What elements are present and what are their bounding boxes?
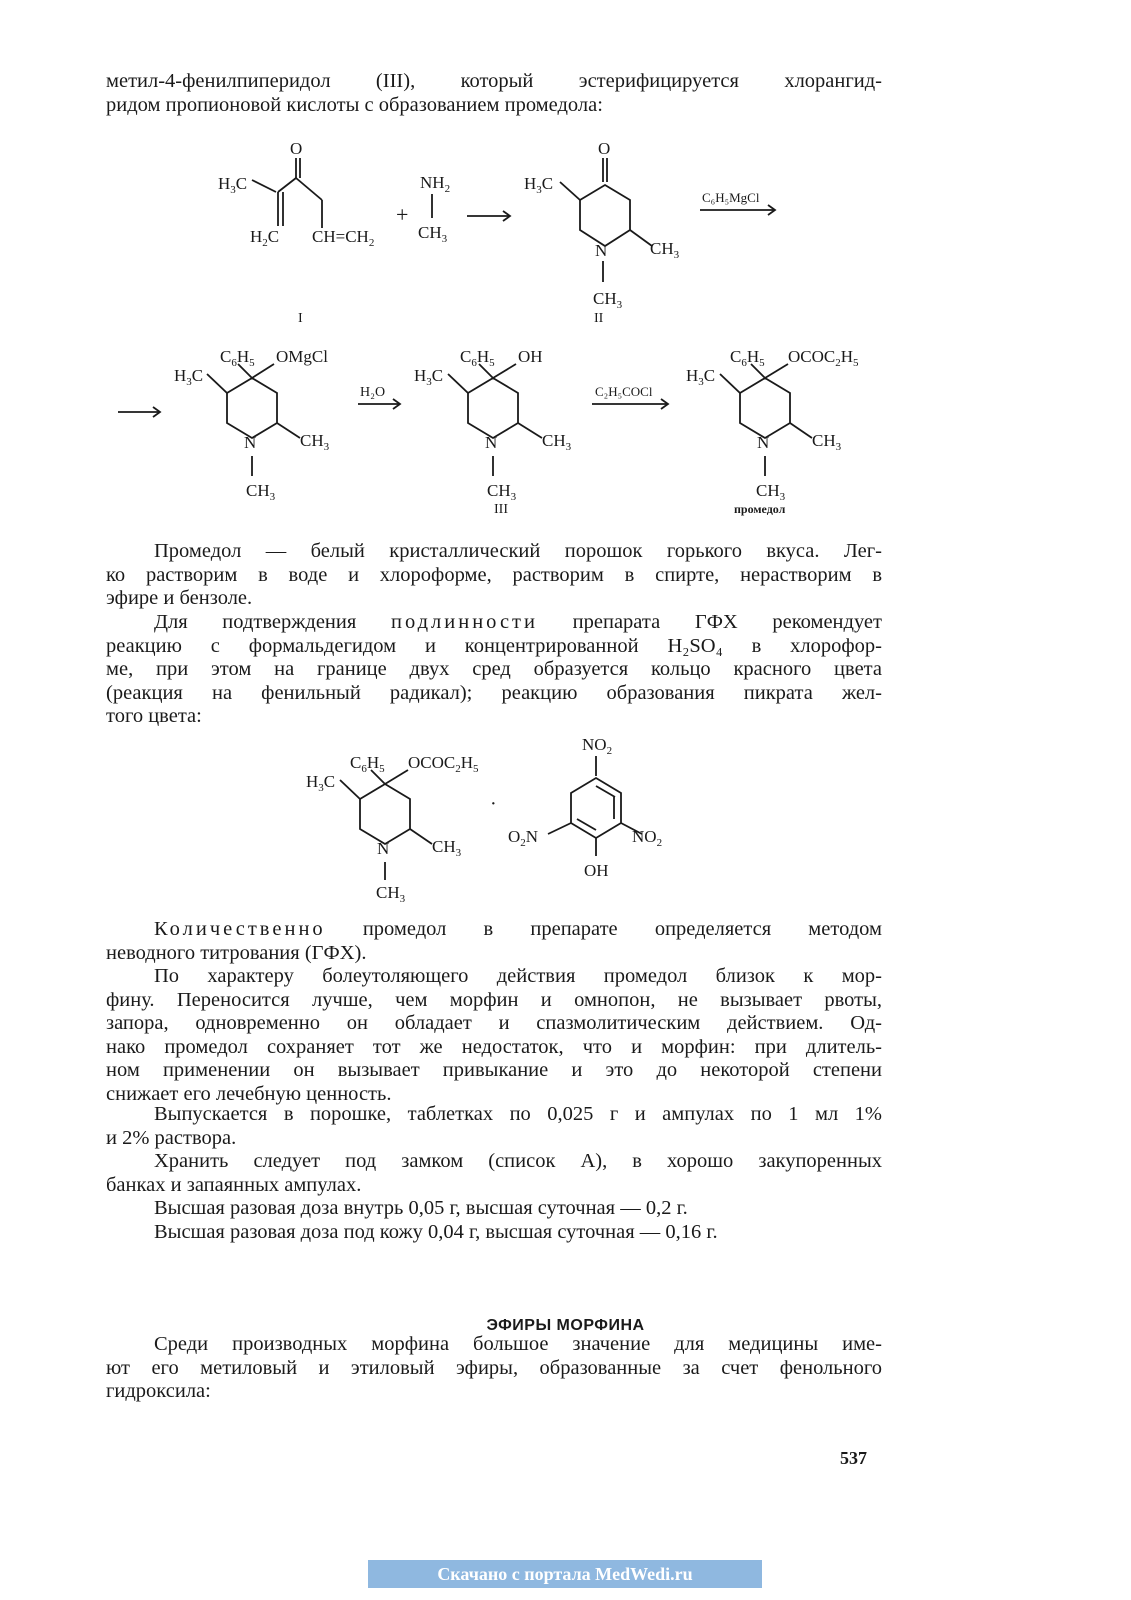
promedol-structure: [686, 347, 859, 503]
text-line: (реакция на фенильный радикал); реакцию образования пикрата жел-: [106, 681, 882, 704]
svg-text:CH3: $CH_3$: [376, 883, 406, 905]
svg-text:CH3: $CH_3$: [487, 481, 517, 503]
svg-text:OMgCl: OMgCl: [276, 347, 328, 366]
text-line: гидроксила:: [106, 1380, 211, 1403]
svg-text:OCOC2H5: $OCOC_2H_5$: [788, 347, 859, 369]
paragraph-description: [106, 540, 882, 611]
svg-text:OCOC2H5: $OCOC_2H_5$: [408, 753, 479, 775]
magnesium-alkoxide-structure: [174, 347, 400, 503]
svg-text:O: O: [598, 139, 611, 158]
picric-acid-structure: [508, 735, 662, 880]
text-line: Высшая разовая доза под кожу 0,04 г, высшая суточная — 0,16 г.: [154, 1220, 718, 1243]
svg-text:O2N: $O_2N$: [508, 827, 539, 849]
compound-iii-structure: [414, 347, 668, 503]
svg-text:N: N: [244, 433, 257, 452]
text-line: снижает его лечебную ценность.: [106, 1082, 392, 1105]
text-line: банках и запаянных ампулах.: [106, 1173, 362, 1196]
intro-paragraph: [106, 70, 882, 117]
text-fragment: промедол в препарате определяется методом: [325, 918, 882, 940]
text-line: реакцию с формальдегидом и концентрированной H₂SO₄ в хлорофор-: [106, 634, 882, 657]
text-line: Промедол — белый кристаллический порошок горького вкуса. Лег-: [154, 540, 882, 562]
text-line: запора, одновременно он обладает и спазмолитическим действием. Од-: [106, 1012, 882, 1035]
text-line: Выпускается в порошке, таблетках по 0,025 г и ампулах по 1 мл 1%: [154, 1103, 882, 1125]
text-line: ме, при этом на границе двух сред образуется кольцо красного цвета: [106, 658, 882, 681]
text-fragment: Для подтверждения: [154, 611, 391, 633]
text-line: метил-4-фенилпиперидол (III), который эстерифицируется хлорангид-: [106, 70, 882, 92]
paragraph-storage: [106, 1150, 882, 1197]
section-heading: ЭФИРЫ МОРФИНА: [486, 1317, 645, 1334]
page-number: 537: [840, 1448, 867, 1468]
reagent-h2o: H₂O: [360, 385, 386, 400]
svg-text:C6H5: $C_6H_5$: [220, 347, 255, 369]
text-line: нако промедол сохраняет тот же недостаток, что и морфин: при длитель-: [106, 1035, 882, 1058]
svg-text:H3C: $H_3C$: [174, 366, 204, 388]
svg-text:CH=CH2: $CH=CH_2$: [312, 227, 375, 249]
synthesis-scheme: [0, 130, 1131, 530]
text-line: ридом пропионовой кислоты с образованием промедола:: [106, 93, 603, 116]
text-line: ют его метиловый и этиловый эфиры, образованные за счет фенольного: [106, 1356, 882, 1379]
svg-text:NO2: $NO_2$: [632, 827, 663, 849]
svg-text:C6H5: $C_6H_5$: [730, 347, 765, 369]
text-line: По характеру болеутоляющего действия промедол близок к мор-: [154, 965, 882, 987]
text-fragment: препарата ГФХ рекомендует: [537, 611, 882, 633]
svg-text:H3C: $H_3C$: [686, 366, 716, 388]
spaced-emphasis: подлинности: [390, 611, 538, 633]
svg-text:H2C: $H_2C$: [250, 227, 280, 249]
svg-text:CH3: $CH_3$: [756, 481, 786, 503]
text-line: ко растворим в воде и хлороформе, растворим в спирте, нерастворим в: [106, 563, 882, 586]
text-line: и 2% раствора.: [106, 1126, 237, 1149]
svg-text:C6H5: $C_6H_5$: [350, 753, 385, 775]
text-line: Среди производных морфина большое значение для медицины име-: [154, 1333, 882, 1355]
picrate-scheme: [0, 730, 1131, 910]
svg-text:H3C: $H_3C$: [414, 366, 444, 388]
text-line: фину. Переносится лучше, чем морфин и омнопон, не вызывает рвоты,: [106, 988, 882, 1011]
svg-text:O: O: [290, 139, 303, 158]
spaced-emphasis: Количественно: [154, 918, 326, 940]
svg-text:NH2: $NH_2$: [420, 173, 451, 195]
paragraph-quantitative: [106, 918, 882, 965]
svg-text:N: N: [595, 241, 608, 260]
section-paragraph: [106, 1333, 882, 1404]
paragraph-release-form: [106, 1103, 882, 1150]
svg-text:H3C: $H_3C$: [218, 174, 248, 196]
svg-text:CH3: $CH_3$: [300, 431, 330, 453]
svg-text:OH: OH: [518, 347, 543, 366]
svg-text:+: +: [396, 202, 409, 227]
text-line: Хранить следует под замком (список А), в хорошо закупоренных: [154, 1150, 882, 1172]
reagent-c2h5cocl: C₂H₅COCl: [595, 384, 653, 399]
paragraph-identity-tests: [106, 611, 882, 729]
text-line: того цвета:: [106, 705, 202, 728]
svg-text:CH3: $CH_3$: [418, 223, 448, 245]
label-ii: II: [594, 311, 604, 326]
text-line: эфире и бензоле.: [106, 587, 253, 610]
svg-text:CH3: $CH_3$: [650, 239, 680, 261]
svg-text:CH3: $CH_3$: [432, 837, 462, 859]
svg-text:CH3: $CH_3$: [593, 289, 623, 311]
label-promedol: промедол: [734, 502, 786, 516]
svg-text:H3C: $H_3C$: [524, 174, 554, 196]
text-line: [106, 611, 882, 635]
label-i: I: [298, 311, 303, 326]
paragraph-action: [106, 965, 882, 1107]
svg-text:CH3: $CH_3$: [542, 431, 572, 453]
svg-text:NO2: $NO_2$: [582, 735, 613, 757]
svg-text:C6H5: $C_6H_5$: [460, 347, 495, 369]
label-iii: III: [494, 502, 508, 517]
reagent-c6h5mgcl: C₆H₅MgCl: [702, 190, 760, 205]
svg-text:OH: OH: [584, 861, 609, 880]
text-line: [106, 918, 882, 942]
svg-text:N: N: [757, 433, 770, 452]
text-line: Высшая разовая доза внутрь 0,05 г, высшая суточная — 0,2 г.: [154, 1197, 688, 1219]
paragraph-doses: [106, 1197, 882, 1244]
compound-ii-structure: [524, 139, 775, 311]
compound-i-structure: [218, 139, 510, 249]
download-banner[interactable]: Скачано с портала MedWedi.ru: [368, 1560, 762, 1588]
svg-text:H3C: $H_3C$: [306, 772, 336, 794]
svg-text:CH3: $CH_3$: [246, 481, 276, 503]
promedol-picrate-base-structure: [306, 753, 479, 905]
salt-dot: ·: [490, 793, 497, 815]
text-line: неводного титрования (ГФХ).: [106, 941, 367, 964]
svg-text:N: N: [377, 839, 390, 858]
text-line: ном применении он вызывает привыкание и это до некоторой степени: [106, 1059, 882, 1082]
svg-text:N: N: [485, 433, 498, 452]
svg-text:CH3: $CH_3$: [812, 431, 842, 453]
